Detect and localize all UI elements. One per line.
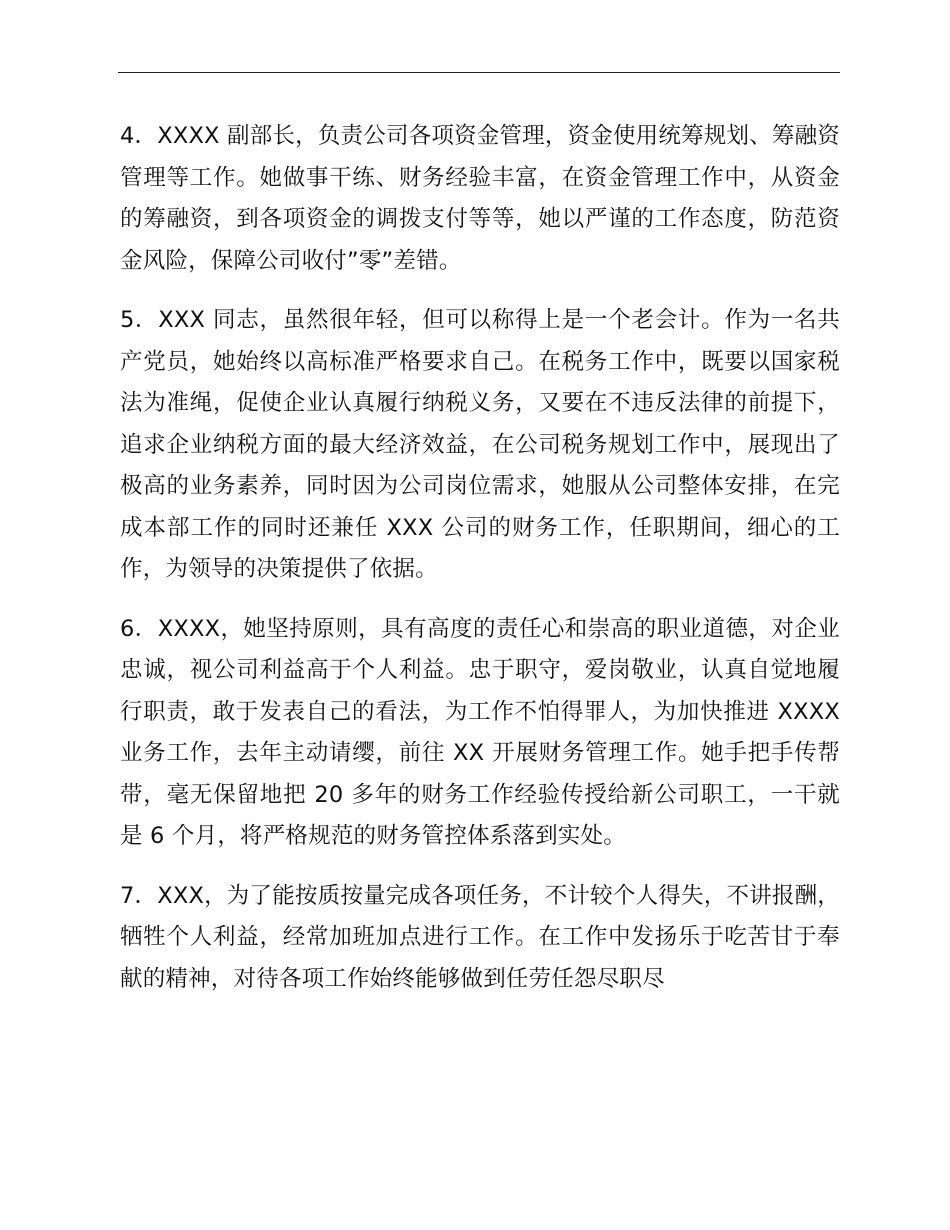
header-rule [118, 72, 840, 73]
paragraph-item-4: 4．XXXX 副部长，负责公司各项资金管理，资金使用统筹规划、筹融资管理等工作。她做事干练、财务经验丰富，在资金管理工作中，从资金的筹融资，到各项资金的调拨支付等等，她以严谨的工作态度，防范资金风险，保障公司收付”零”差错。 [120, 123, 840, 274]
document-body [120, 116, 840, 1000]
paragraph-item-5: 5．XXX 同志，虽然很年轻，但可以称得上是一个老会计。作为一名共产党员，她始终以高标准严格要求自己。在税务工作中，既要以国家税法为准绳，促使企业认真履行纳税义务，又要在不违反法律的前提下，追求企业纳税方面的最大经济效益，在公司税务规划工作中，展现出了极高的业务素养，同时因为公司岗位需求，她服从公司整体安排，在完成本部工作的同时还兼任 XXX 公司的财务工作，任职期间，细心的工作，为领导的决策提供了依据。 [120, 307, 840, 582]
paragraph-item-6: 6．XXXX，她坚持原则，具有高度的责任心和崇高的职业道德，对企业忠诚，视公司利益高于个人利益。忠于职守，爱岗敬业，认真自觉地履行职责，敢于发表自己的看法，为工作不怕得罪人，为加快推进 XXXX 业务工作，去年主动请缨，前往 XX 开展财务管理工作。她手把手传帮带，毫无保留地把 20 多年的财务工作经验传授给新公司职工，一干就是 6 个月，将严格规范的财务管控体系落到实处。 [120, 615, 840, 849]
paragraph-item-7: 7．XXX，为了能按质按量完成各项任务，不计较个人得失，不讲报酬，牺牲个人利益，经常加班加点进行工作。在工作中发扬乐于吃苦甘于奉献的精神，对待各项工作始终能够做到任劳任怨尽职尽 [120, 882, 840, 992]
